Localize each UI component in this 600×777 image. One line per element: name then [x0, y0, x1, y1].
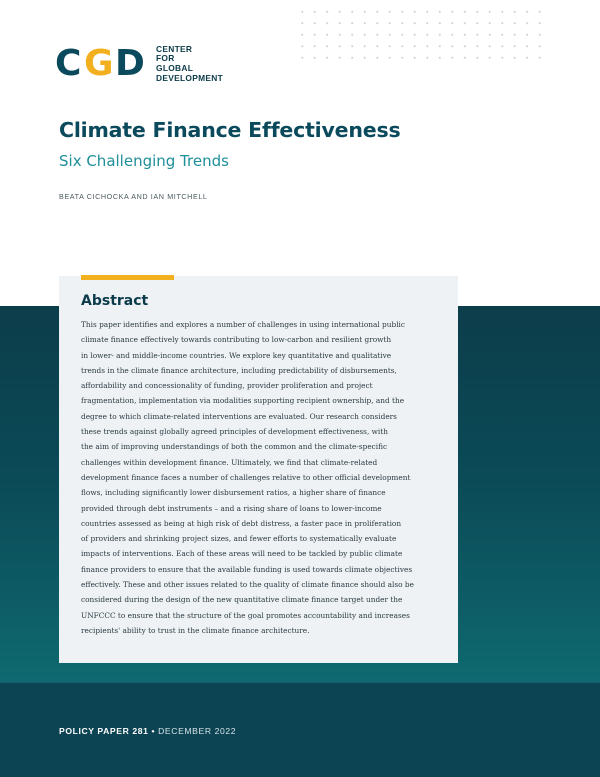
logo-wordmark	[156, 45, 223, 83]
abstract-line: This paper identifies and explores a number of challenges in using international public	[81, 320, 406, 329]
footer-separator: •	[148, 726, 159, 736]
publication-date: DECEMBER 2022	[158, 726, 237, 736]
logo-text-line: FOR	[156, 53, 175, 64]
authors: BEATA CICHOCKA AND IAN MITCHELL	[59, 192, 208, 201]
paper-title: Climate Finance Effectiveness	[59, 118, 401, 142]
abstract-body	[81, 317, 441, 638]
abstract-line: affordability and concessionality of funding, provider proliferation and project	[81, 381, 373, 391]
footer	[0, 682, 600, 777]
abstract-line: flows, including significantly lower disbursement ratios, a higher share of finance	[81, 488, 386, 498]
decorative-dot-grid	[296, 6, 546, 62]
abstract-line: trends in the climate finance architecture, including predictability of disbursements,	[81, 365, 397, 375]
cgd-logo	[55, 44, 223, 84]
abstract-line: fragmentation, implementation via modalities supporting recipient ownership, and the	[81, 396, 405, 406]
abstract-line: in lower- and middle-income countries. We explore key quantitative and qualitative	[81, 350, 392, 360]
abstract-line: these trends against globally agreed principles of development effectiveness, with	[81, 427, 388, 437]
abstract-line: challenges within development finance. Ultimately, we find that climate-related	[81, 457, 378, 467]
abstract-line: degree to which climate-related interventions are evaluated. Our research considers	[81, 411, 397, 421]
footer-label	[59, 726, 236, 736]
logo-text-line: DEVELOPMENT	[156, 72, 224, 83]
paper-series: POLICY PAPER 281	[59, 726, 149, 736]
abstract-accent-bar	[81, 275, 174, 280]
abstract-line: countries assessed as being at high risk of debt distress, a faster pace in proliferation	[81, 518, 402, 528]
logo-letter-g: G	[84, 43, 112, 84]
abstract-line: recipients' ability to trust in the climate finance architecture.	[81, 625, 310, 635]
abstract-line: development finance faces a number of challenges relative to other official development	[81, 472, 411, 482]
abstract-line: provided through debt instruments – and a rising share of loans to lower-income	[81, 503, 382, 513]
logo-letter-d: D	[115, 43, 143, 84]
abstract-line: UNFCCC to ensure that the structure of the goal promotes accountability and increases	[81, 610, 410, 620]
abstract-line: effectively. These and other issues related to the quality of climate finance should also be	[81, 580, 414, 590]
logo-text-line: GLOBAL	[156, 63, 194, 73]
abstract-line: climate finance effectively towards contributing to low-carbon and resilient growth	[81, 335, 392, 345]
paper-subtitle: Six Challenging Trends	[59, 152, 229, 170]
abstract-line: the aim of improving understandings of both the common and the climate-specific	[81, 442, 388, 452]
abstract-line: considered during the design of the new quantitative climate finance target under the	[81, 595, 403, 605]
abstract-line: of providers and shrinking project sizes, and fewer efforts to systematically evaluate	[81, 534, 397, 544]
abstract-line: finance providers to ensure that the available funding is used towards climate objectives	[81, 564, 413, 574]
abstract-line: impacts of interventions. Each of these areas will need to be tackled by public climate	[81, 549, 403, 559]
logo-letter-c: C	[55, 43, 80, 84]
abstract-heading: Abstract	[81, 293, 149, 309]
cgd-logo-mark	[55, 44, 147, 84]
logo-text-line: CENTER	[156, 43, 193, 54]
